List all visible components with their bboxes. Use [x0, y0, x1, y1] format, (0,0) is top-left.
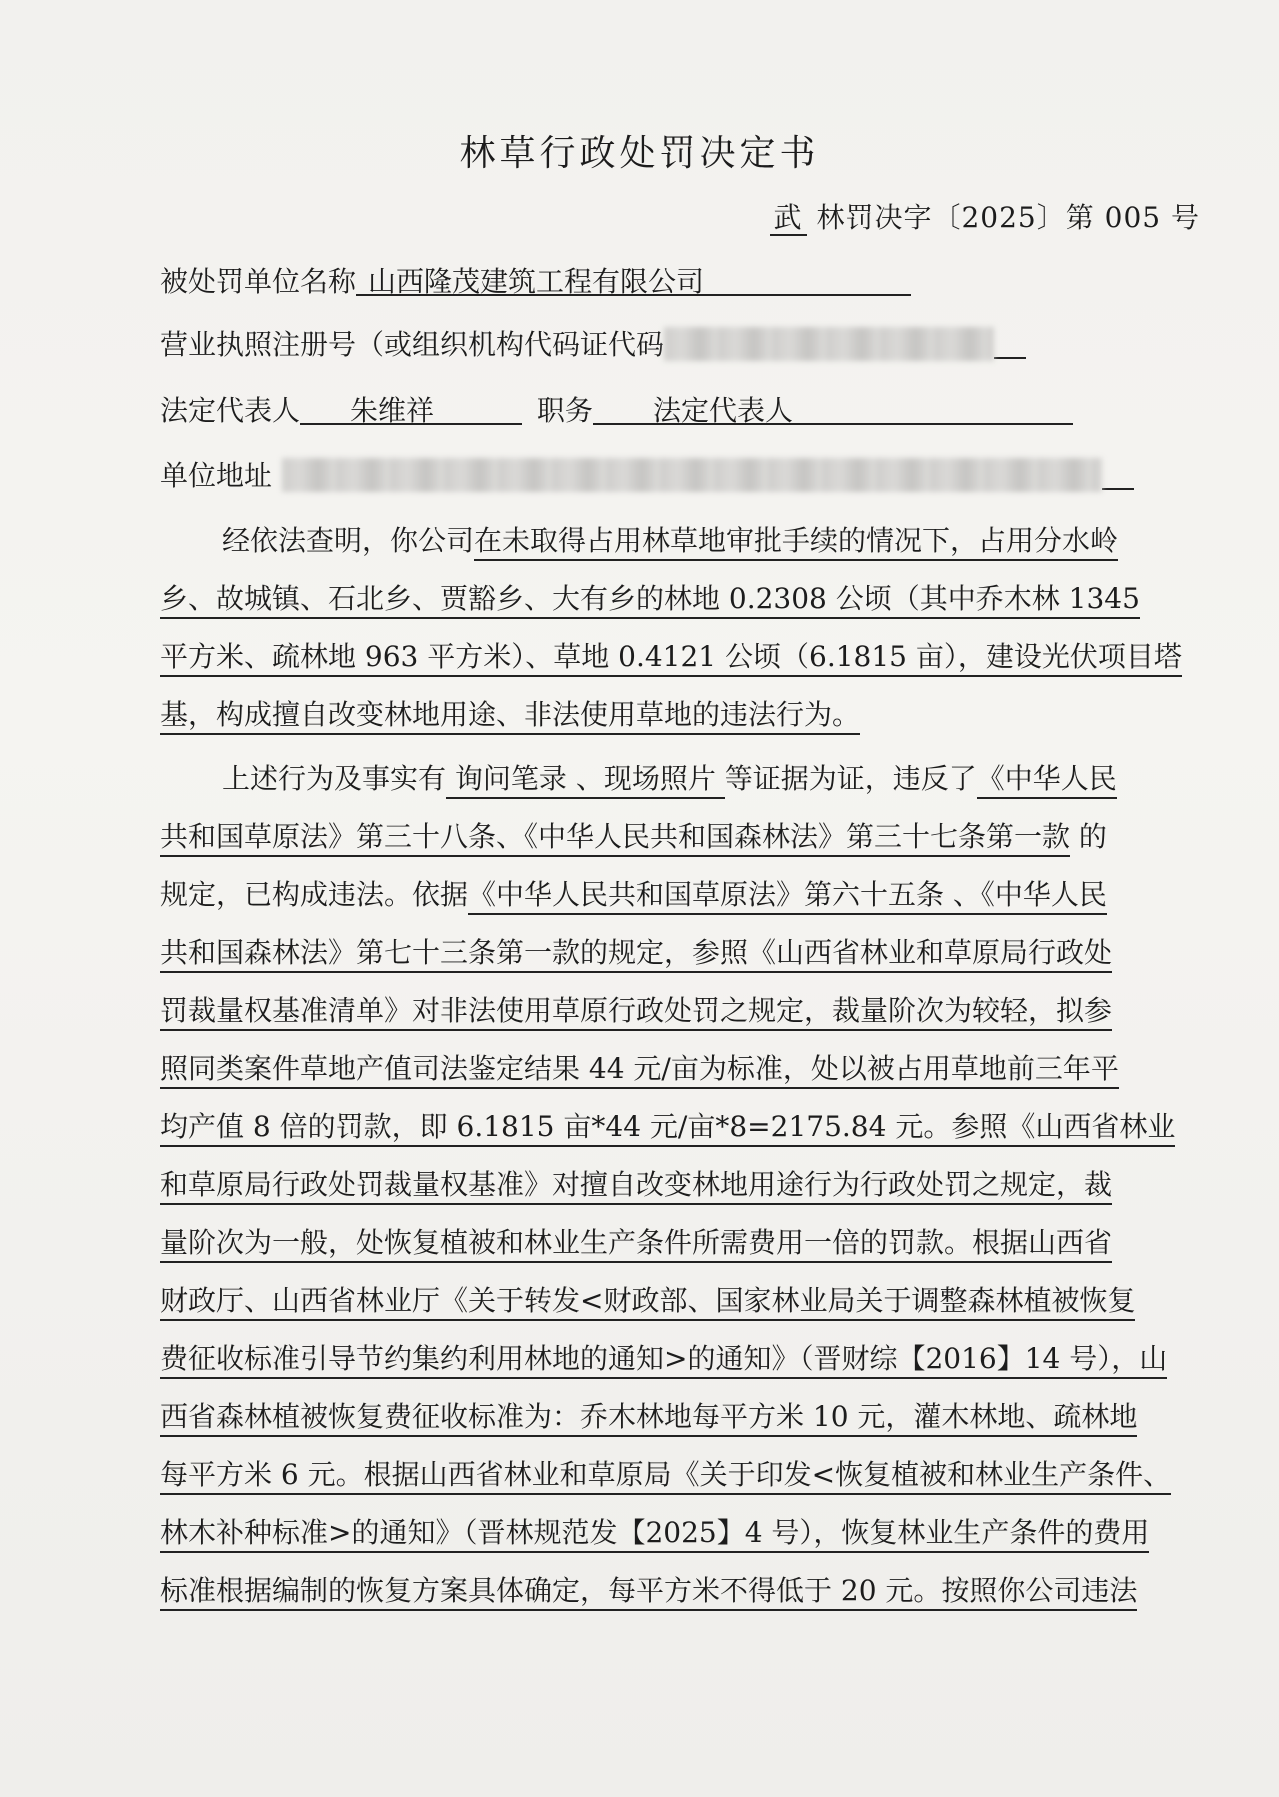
- violation-line: [160, 1156, 1200, 1214]
- violation-line: [160, 1272, 1200, 1330]
- findings-line-underlined: 平方米、疏林地 963 平方米）、草地 0.4121 公顷（6.1815 亩），建设光伏项目塔: [160, 640, 1182, 677]
- unit-name-value: 山西隆茂建筑工程有限公司: [356, 262, 911, 296]
- license-underline: [994, 325, 1026, 359]
- violation-line-underlined: 费征收标准引导节约集约利用林地的通知>的通知》（晋财综【2016】14 号），山: [160, 1342, 1167, 1379]
- violation-line: [160, 750, 1200, 808]
- violation-line-underlined: 每平方米 6 元。根据山西省林业和草原局《关于印发<恢复植被和林业生产条件、: [160, 1458, 1171, 1495]
- findings-line: [160, 628, 1200, 686]
- violation-line: [160, 1098, 1200, 1156]
- violation-text: 规定，已构成违法。依据: [160, 878, 469, 911]
- redacted-license-number: [664, 327, 994, 361]
- violation-paragraph: [160, 750, 1200, 1620]
- violation-text: 的: [1070, 820, 1107, 853]
- violation-line-underlined: 林木补种标准>的通知》（晋林规范发【2025】4 号），恢复林业生产条件的费用: [160, 1516, 1149, 1553]
- violation-line: [160, 1388, 1200, 1446]
- license-row: [160, 325, 1026, 365]
- violation-line: [160, 982, 1200, 1040]
- violation-line: [160, 1446, 1200, 1504]
- findings-paragraph: [160, 512, 1200, 744]
- violation-line: [160, 866, 1200, 924]
- unit-name-row: [160, 262, 911, 302]
- violation-line-underlined: 和草原局行政处罚裁量权基准》对擅自改变林地用途行为行政处罚之规定，裁: [160, 1168, 1112, 1205]
- address-row: [160, 456, 1134, 496]
- representative-value: 朱维祥: [300, 391, 522, 425]
- findings-line-underlined: 在未取得占用林草地审批手续的情况下，占用分水岭: [474, 524, 1118, 561]
- findings-line-plain: 经依法查明，你公司: [222, 524, 475, 557]
- violation-line-underlined: 罚裁量权基准清单》对非法使用草原行政处罚之规定，裁量阶次为较轻，拟参: [160, 994, 1112, 1031]
- violation-line-underlined: 财政厅、山西省林业厅《关于转发<财政部、国家林业局关于调整森林植被恢复: [160, 1284, 1135, 1321]
- violation-line: [160, 1562, 1200, 1620]
- findings-line-underlined: 乡、故城镇、石北乡、贾豁乡、大有乡的林地 0.2308 公顷（其中乔木林 1345: [160, 582, 1140, 619]
- violation-line: [160, 1504, 1200, 1562]
- doc-number-value: 005: [1104, 201, 1162, 234]
- violation-text: 等证据为证，违反了: [724, 762, 977, 795]
- redacted-address: [282, 458, 1102, 492]
- violation-line: [160, 924, 1200, 982]
- findings-line-underlined: 基，构成擅自改变林地用途、非法使用草地的违法行为。: [160, 698, 860, 735]
- representative-row: [160, 391, 1073, 431]
- violation-line: [160, 1040, 1200, 1098]
- doc-number-prefix: 武: [770, 201, 807, 236]
- violation-line-underlined: 照同类案件草地产值司法鉴定结果 44 元/亩为标准，处以被占用草地前三年平: [160, 1052, 1119, 1089]
- position-value: 法定代表人: [593, 391, 1073, 425]
- violation-line-underlined: 标准根据编制的恢复方案具体确定，每平方米不得低于 20 元。按照你公司违法: [160, 1574, 1137, 1611]
- evidence-list: 询问笔录 、现场照片: [446, 762, 725, 799]
- unit-name-label: 被处罚单位名称: [160, 265, 357, 298]
- address-label: 单位地址: [160, 459, 273, 492]
- violation-line: [160, 808, 1200, 866]
- violation-line-underlined: 均产值 8 倍的罚款，即 6.1815 亩*44 元/亩*8=2175.84 元。参照《山西省林业: [160, 1110, 1175, 1147]
- violation-text: 上述行为及事实有: [222, 762, 447, 795]
- document-title: 林草行政处罚决定书: [459, 133, 820, 174]
- law-reference: 《中华人民: [977, 762, 1117, 799]
- license-label: 营业执照注册号（或组织机构代码证代码: [160, 328, 665, 361]
- position-label: 职务: [536, 394, 593, 427]
- representative-label: 法定代表人: [160, 394, 301, 427]
- law-reference: 共和国草原法》第三十八条、《中华人民共和国森林法》第三十七条第一款: [160, 820, 1070, 857]
- findings-line: [160, 570, 1200, 628]
- violation-line-underlined: 量阶次为一般，处恢复植被和林业生产条件所需费用一倍的罚款。根据山西省: [160, 1226, 1112, 1263]
- violation-line-underlined: 共和国森林法》第七十三条第一款的规定，参照《山西省林业和草原局行政处: [160, 936, 1112, 973]
- doc-number-suffix: 号: [1170, 201, 1200, 234]
- violation-line-underlined: 西省森林植被恢复费征收标准为：乔木林地每平方米 10 元，灌木林地、疏林地: [160, 1400, 1137, 1437]
- document-number: [770, 196, 1200, 236]
- law-reference: 《中华人民共和国草原法》第六十五条 、《中华人民: [468, 878, 1107, 915]
- findings-line: [160, 512, 1200, 570]
- violation-line: [160, 1330, 1200, 1388]
- address-underline: [1102, 456, 1134, 490]
- findings-line: [160, 686, 1200, 744]
- violation-line: [160, 1214, 1200, 1272]
- doc-number-middle: 林罚决字〔2025〕第: [816, 201, 1095, 234]
